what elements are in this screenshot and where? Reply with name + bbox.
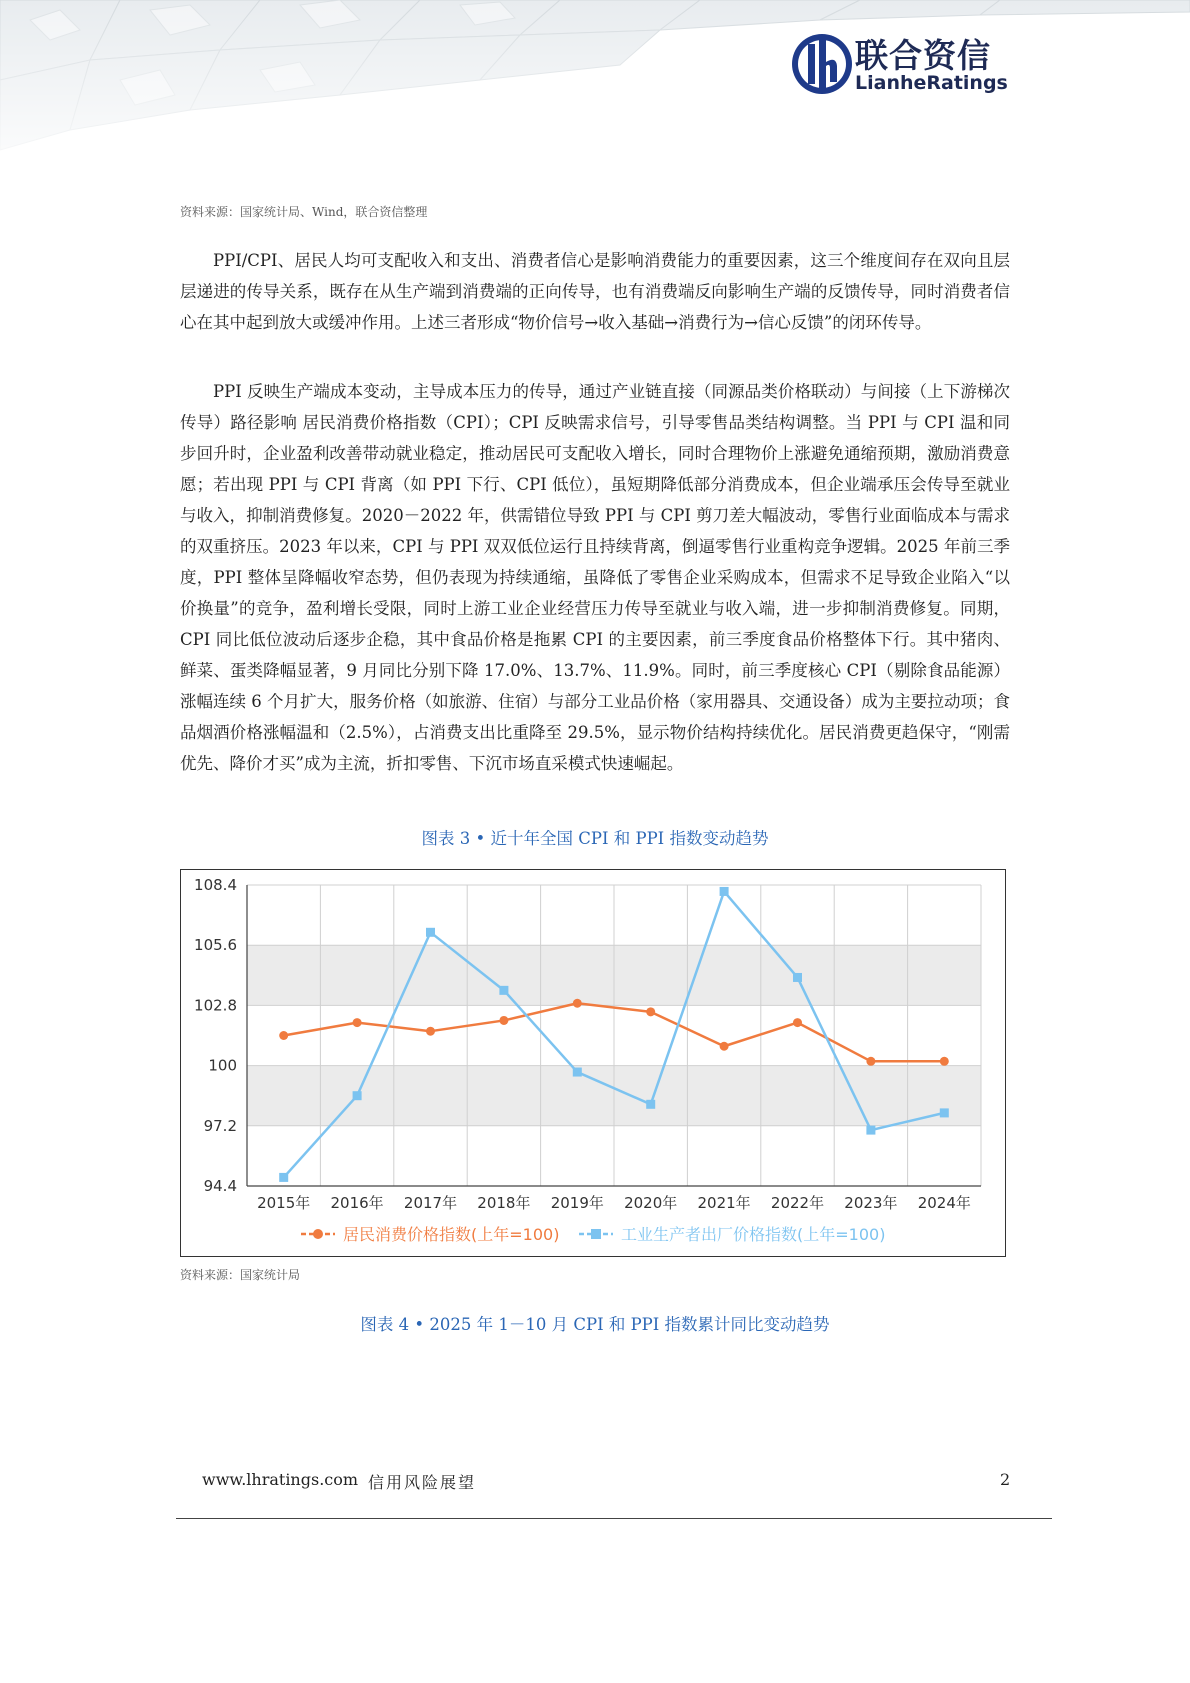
chart-x-tick-label: 2015年: [257, 1194, 311, 1212]
chart-point-series-1: [499, 1016, 508, 1025]
chart-y-tick-label: 108.4: [194, 876, 237, 894]
chart-point-series-1: [573, 999, 582, 1008]
footer-page-number: 2: [1000, 1470, 1011, 1489]
legend-label-1: 居民消费价格指数(上年=100): [343, 1225, 560, 1244]
chart-point-series-2: [426, 928, 435, 937]
chart-point-series-2: [720, 887, 729, 896]
chart-y-tick-label: 102.8: [194, 996, 237, 1015]
legend-marker-2: [591, 1229, 601, 1239]
chart-point-series-2: [866, 1126, 875, 1135]
chart-point-series-2: [279, 1173, 288, 1182]
cpi-ppi-chart: [180, 869, 1006, 1257]
chart-x-tick-label: 2024年: [917, 1194, 971, 1212]
chart-x-tick-label: 2017年: [403, 1194, 458, 1212]
lianhe-logo: [790, 28, 1020, 98]
chart-point-series-2: [646, 1100, 655, 1109]
figure-4-title: 图表 4 • 2025 年 1－10 月 CPI 和 PPI 指数累计同比变动趋势: [360, 1315, 830, 1334]
source-note-top: 资料来源：国家统计局、Wind，联合资信整理: [180, 205, 428, 219]
chart-point-series-1: [646, 1007, 655, 1016]
source-note-figure-3: 资料来源：国家统计局: [180, 1268, 301, 1282]
chart-point-series-1: [940, 1057, 949, 1066]
chart-point-series-1: [353, 1018, 362, 1027]
figure-3-title: 图表 3 • 近十年全国 CPI 和 PPI 指数变动趋势: [421, 829, 769, 848]
legend-label-2: 工业生产者出厂价格指数(上年=100): [621, 1225, 886, 1244]
chart-svg: [181, 870, 1005, 1256]
logo-text-en: LianheRatings: [855, 72, 1008, 94]
chart-point-series-1: [793, 1018, 802, 1027]
chart-point-series-1: [279, 1031, 288, 1040]
chart-x-tick-label: 2018年: [477, 1194, 531, 1212]
chart-x-tick-label: 2020年: [624, 1194, 678, 1212]
logo-icon: [790, 32, 854, 96]
chart-y-tick-label: 97.2: [203, 1116, 237, 1135]
chart-point-series-2: [793, 973, 802, 982]
chart-y-tick-label: 100: [208, 1056, 237, 1075]
legend-marker-1: [313, 1229, 323, 1239]
chart-point-series-1: [866, 1057, 875, 1066]
footer-publication-name: 信用风险展望: [368, 1473, 477, 1492]
chart-point-series-1: [426, 1027, 435, 1036]
chart-point-series-2: [940, 1108, 949, 1117]
logo-text-cn: 联合资信: [855, 36, 991, 75]
chart-y-tick-label: 94.4: [203, 1177, 237, 1195]
chart-x-tick-label: 2021年: [697, 1194, 751, 1212]
chart-x-tick-label: 2023年: [844, 1194, 898, 1212]
chart-x-tick-label: 2016年: [330, 1194, 384, 1212]
chart-y-tick-label: 105.6: [194, 936, 237, 955]
chart-point-series-2: [499, 986, 508, 995]
footer-divider: [176, 1518, 1052, 1519]
footer-website-link[interactable]: www.lhratings.com: [202, 1470, 359, 1489]
chart-point-series-2: [353, 1091, 362, 1100]
chart-x-tick-label: 2019年: [550, 1194, 604, 1212]
paragraph-2: PPI 反映生产端成本变动，主导成本压力的传导，通过产业链直接（同源品类价格联动）与间接（上下游梯次传导）路径影响 居民消费价格指数（CPI）；CPI 反映需求信号，引导零售品类结构调整。当 PPI 与 CPI 温和同步回升时，企业盈利改善带动就业稳定，推动居民可支配收入增长，同时合理物价上涨避免通缩预期，激励消费意愿；若出现 PPI 与 CPI 背离（如 PPI 下行、CPI 低位），虽短期降低部分消费成本，但企业端承压会传导至就业与收入，抑制消费修复。2020－2022 年，供需错位导致 PPI 与 CPI 剪刀差大幅波动，零售行业面临成本与需求的双重挤压。2023 年以来，CPI 与 PPI 双双低位运行且持续背离，倒逼零售行业重构竞争逻辑。2025 年前三季度，PPI 整体呈降幅收窄态势，但仍表现为持续通缩，虽降低了零售企业采购成本，但需求不足导致企业陷入“以价换量”的竞争，盈利增长受限，同时上游工业企业经营压力传导至就业与收入端，进一步抑制消费修复。同期，CPI 同比低位波动后逐步企稳，其中食品价格是拖累 CPI 的主要因素，前三季度食品价格整体下行。其中猪肉、鲜菜、蛋类降幅显著，9 月同比分别下降 17.0%、13.7%、11.9%。同时，前三季度核心 CPI（剔除食品能源）涨幅连续 6 个月扩大，服务价格（如旅游、住宿）与部分工业品价格（家用器具、交通设备）成为主要拉动项；食品烟酒价格涨幅温和（2.5%），占消费支出比重降至 29.5%，显示物价结构持续优化。居民消费更趋保守，“刚需优先、降价才买”成为主流，折扣零售、下沉市场直采模式快速崛起。: [180, 382, 1010, 773]
chart-point-series-2: [573, 1068, 582, 1077]
chart-x-tick-label: 2022年: [770, 1194, 825, 1212]
paragraph-1: PPI/CPI、居民人均可支配收入和支出、消费者信心是影响消费能力的重要因素，这三个维度间存在双向且层层递进的传导关系，既存在从生产端到消费端的正向传导，也有消费端反向影响生产端的反馈传导，同时消费者信心在其中起到放大或缓冲作用。上述三者形成“物价信号→收入基础→消费行为→信心反馈”的闭环传导。: [180, 251, 1010, 332]
chart-point-series-1: [720, 1042, 729, 1051]
